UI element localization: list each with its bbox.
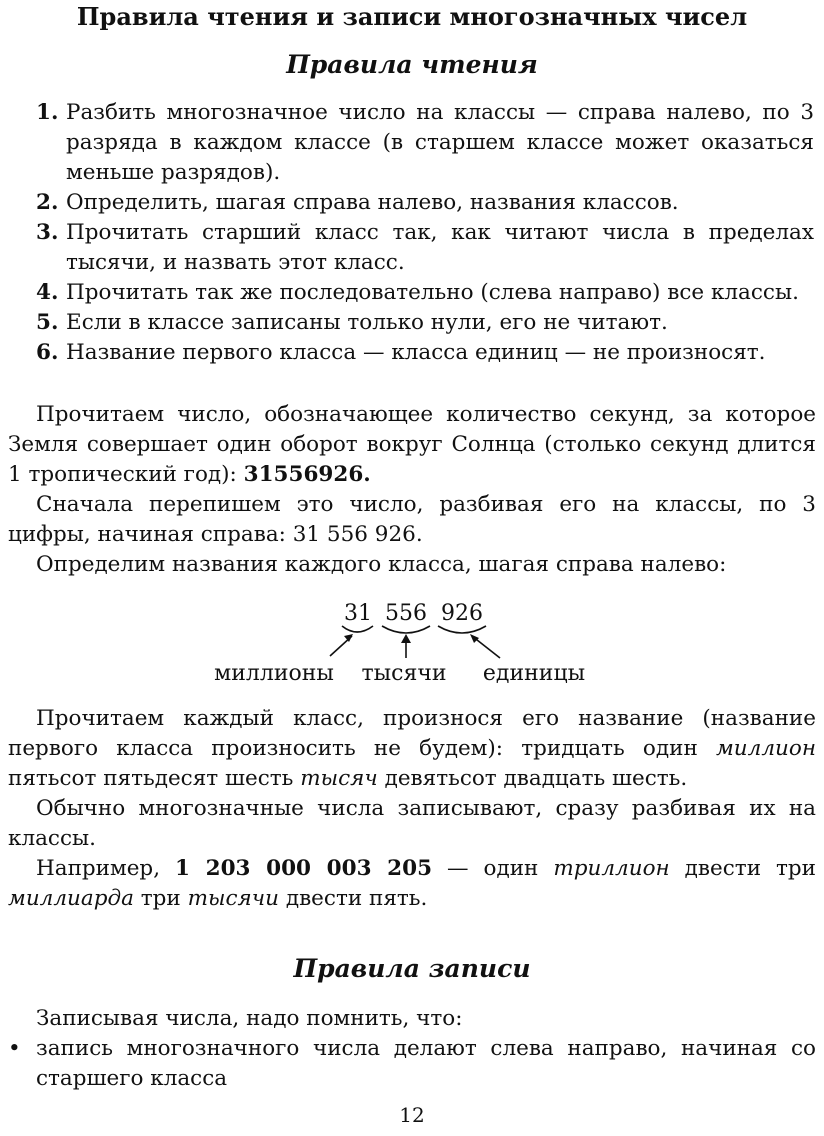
list-item <box>36 98 814 188</box>
label-units: единицы <box>482 661 586 686</box>
paragraph-text: Прочитаем число, обозначающее количество секунд, за которое Земля совершает один оборот вокруг Солнца (столько секунд длится 1 тропический год): <box>8 402 816 487</box>
text-run-italic: триллион <box>553 856 670 881</box>
reading-example <box>8 704 816 914</box>
list-item-text: Название первого класса — класса единиц — не произносят. <box>66 340 766 365</box>
reading-rules-list <box>36 98 814 368</box>
text-run-italic: миллион <box>715 736 816 761</box>
text-run: двести три <box>669 856 816 881</box>
brace-millions <box>342 626 373 632</box>
bullet-mark: • <box>8 1036 21 1061</box>
seconds-number: 31556926. <box>243 462 371 487</box>
brace-units <box>438 626 486 633</box>
paragraph-example <box>8 854 816 914</box>
text-run: — один <box>432 856 554 881</box>
label-millions: миллионы <box>214 661 334 686</box>
paragraph-earth-seconds <box>8 400 816 490</box>
writing-rules <box>8 1004 816 1094</box>
text-run-italic: тысяч <box>300 766 378 791</box>
list-item-text: Прочитать так же последовательно (слева направо) все классы. <box>66 280 799 305</box>
arrowhead-units <box>470 634 479 643</box>
arrowhead-millions <box>344 634 353 642</box>
class-diagram <box>0 592 824 702</box>
page-number: 12 <box>399 1103 425 1127</box>
paragraph-class-names: Определим названия каждого класса, шагая справа налево: <box>36 552 727 577</box>
paragraph-read-classes <box>8 704 816 794</box>
text-run: Например, <box>36 856 176 881</box>
text-run: три <box>133 886 188 911</box>
list-item-number: 3. <box>36 220 59 245</box>
paragraph-split-classes: Сначала перепишем это число, разбивая его на классы, по 3 цифры, начиная справа: 31 556 926. <box>8 492 816 547</box>
reading-heading: Правила чтения <box>286 50 538 79</box>
arrowhead-thousands <box>401 634 411 643</box>
paragraph-remember: Записывая числа, надо помнить, что: <box>36 1006 463 1031</box>
list-item-number: 4. <box>36 280 59 305</box>
example-number: 1 203 000 003 205 <box>175 856 433 881</box>
paragraph-usually: Обычно многозначные числа записывают, сразу разбивая их на классы. <box>8 796 816 851</box>
bullet-text: запись многозначного числа делают слева направо, начиная со старшего класса <box>36 1036 816 1091</box>
group-millions: 31 <box>344 601 372 626</box>
text-run-italic: миллиарда <box>8 886 134 911</box>
list-item <box>36 278 814 308</box>
list-item-text: Определить, шагая справа налево, названия классов. <box>66 190 679 215</box>
example-intro <box>8 400 816 580</box>
group-thousands: 556 <box>385 601 427 626</box>
list-item <box>36 188 814 218</box>
page-title: Правила чтения и записи многозначных чисел <box>76 2 748 31</box>
bullet-item <box>8 1034 816 1094</box>
list-item <box>36 338 814 368</box>
brace-thousands <box>382 626 430 633</box>
list-item-number: 1. <box>36 100 59 125</box>
list-item-number: 2. <box>36 190 59 215</box>
text-run: Прочитаем каждый класс, произнося его название (название первого класса произносить не будем): тридцать один <box>8 706 816 761</box>
text-run: двести пять. <box>279 886 428 911</box>
list-item-number: 5. <box>36 310 59 335</box>
list-item-text: Разбить многозначное число на классы — справа налево, по 3 разряда в каждом классе (в старшем классе может оказаться меньше разрядов). <box>66 100 814 185</box>
label-thousands: тысячи <box>361 661 447 686</box>
group-units: 926 <box>441 601 483 626</box>
list-item <box>36 218 814 278</box>
text-run: пятьсот пятьдесят шесть <box>8 766 301 791</box>
list-item <box>36 308 814 338</box>
text-run-italic: тысячи <box>187 886 279 911</box>
list-item-number: 6. <box>36 340 59 365</box>
text-run: девятьсот двадцать шесть. <box>377 766 688 791</box>
list-item-text: Прочитать старший класс так, как читают числа в пределах тысячи, и назвать этот класс. <box>66 220 814 275</box>
writing-heading: Правила записи <box>293 954 531 983</box>
list-item-text: Если в классе записаны только нули, его не читают. <box>66 310 668 335</box>
